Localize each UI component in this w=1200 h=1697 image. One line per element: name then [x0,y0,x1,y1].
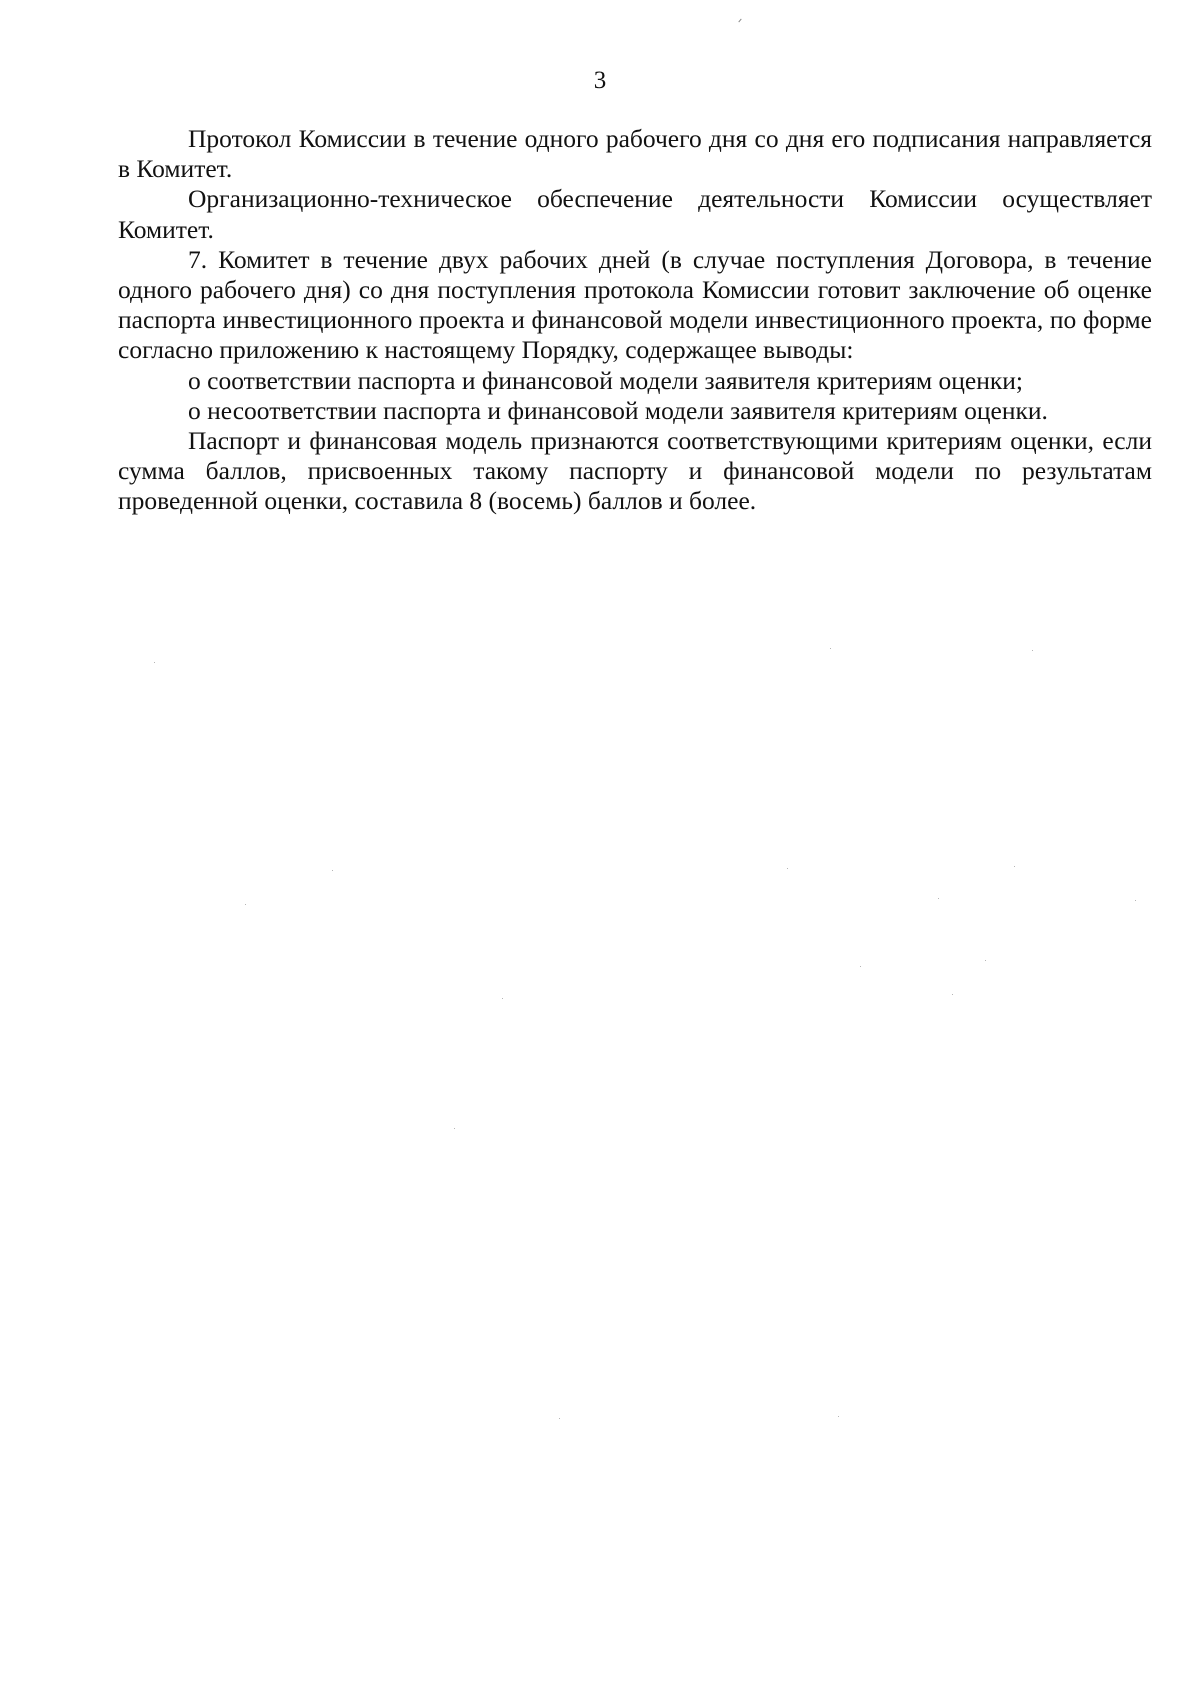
scan-speck [245,904,246,905]
scan-speck [952,994,953,995]
document-body [118,124,1152,517]
scan-speck [838,1416,839,1417]
scan-speck [1014,866,1015,867]
paragraph-item-7: 7. Комитет в течение двух рабочих дней (в случае поступления Договора, в течение одного рабочего дня) со дня поступления протокола Комиссии готовит заключение об оценке паспорта инвестиционного проекта и финансовой модели инвестиционного проекта, по форме согласно приложению к настоящему Порядку, содержащее выводы: [118,244,1152,365]
scan-speck [559,1418,560,1419]
scan-speck [1032,650,1033,651]
scan-speck [938,898,939,899]
paragraph-conclusion-compliance: о соответствии паспорта и финансовой модели заявителя критериям оценки; [188,365,1023,395]
scan-speck [454,1128,455,1129]
scan-speck [860,966,861,967]
page-number: 3 [593,67,607,94]
paragraph-conclusion-noncompliance: о несоответствии паспорта и финансовой модели заявителя критериям оценки. [188,395,1048,425]
scan-speck [502,998,503,999]
scan-speck [738,19,741,23]
scan-speck [1135,900,1136,901]
scan-speck [787,868,788,869]
paragraph-scoring-threshold: Паспорт и финансовая модель признаются соответствующими критериям оценки, если сумма баллов, присвоенных такому паспорту и финансовой модели по результатам проведенной оценки, составила 8 (восемь) баллов и более. [118,426,1152,516]
scan-speck [830,648,831,649]
scan-speck [985,960,986,961]
scan-speck [154,662,155,663]
paragraph-protocol: Протокол Комиссии в течение одного рабочего дня со дня его подписания направляется в Комитет. [118,124,1152,184]
scan-speck [332,870,333,871]
paragraph-organizational-support: Организационно-техническое обеспечение деятельности Комиссии осуществляет Комитет. [118,184,1152,244]
